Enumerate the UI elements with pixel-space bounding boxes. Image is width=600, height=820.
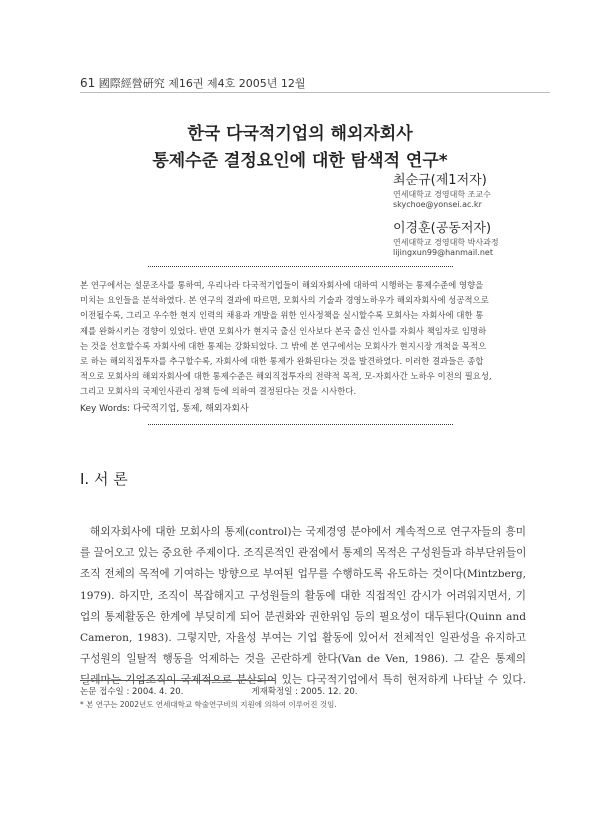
author-name: 이경훈(공동저자) bbox=[393, 221, 492, 236]
footnote-rule bbox=[80, 680, 275, 681]
journal-issue: 제16권 제4호 2005년 12월 bbox=[168, 77, 306, 90]
abstract-line: 이전될수록, 그리고 우수한 현지 인력의 채용과 개발을 위한 인사정책을 실시할수록 모회사는 자회사에 대한 통 bbox=[80, 310, 484, 321]
author-block-2 bbox=[393, 220, 499, 259]
abstract-line: 적으로 모회사의 해외자회사에 대한 통제수준은 해외직접투자의 전략적 목적, 모-자회사간 노하우 이전의 필요성, bbox=[80, 371, 492, 382]
abstract-line: 는 것을 선호할수록 자회사에 대한 통제는 강화되었다. 그 밖에 본 연구에서는 모회사가 현지시장 개척을 목적으 bbox=[80, 340, 487, 351]
abstract-bottom-divider bbox=[148, 424, 453, 425]
footnote-funding: * 본 연구는 2002년도 연세대학교 학술연구비의 지원에 의하여 이루어진 것임. bbox=[80, 700, 337, 709]
abstract-line: 본 연구에서는 설문조사를 통하여, 우리나라 다국적기업들이 해외자회사에 대하여 시행하는 통제수준에 영향을 bbox=[80, 280, 484, 290]
abstract-line: 미치는 요인들을 분석하였다. 본 연구의 결과에 따르면, 모회사의 기술과 경영노하우가 해외자회사에 성공적으로 bbox=[80, 295, 489, 306]
journal-name: 國際經營硏究 bbox=[98, 77, 165, 90]
body-line: 딜레마는 기업조직이 국제적으로 분산되어 있는 다국적기업에서 특히 현저하게 나타날 수 있다. bbox=[80, 674, 526, 687]
received-date: 논문 접수일 : 2004. 4. 20. bbox=[80, 687, 184, 697]
author-block-1 bbox=[393, 172, 491, 211]
paper-title-line-2: 통제수준 결정요인에 대한 탐색적 연구* bbox=[152, 151, 448, 171]
running-header bbox=[80, 75, 306, 91]
keywords-label: Key Words: bbox=[80, 404, 131, 414]
accepted-date: 게재확정일 : 2005. 12. 20. bbox=[251, 687, 358, 697]
author-email: lijingxun99@hanmail.net bbox=[393, 248, 493, 258]
body-line: 조직 전체의 목적에 기여하는 방향으로 부여된 업무를 수행하도록 유도하는 것이다(Mintzberg, bbox=[80, 568, 526, 581]
author-email: skychoe@yonsei.ac.kr bbox=[393, 200, 482, 210]
abstract-line: 제를 완화시키는 경향이 있었다. 반면 모회사가 현지국 출신 인사보다 본국 출신 인사를 자회사 책임자로 임명하 bbox=[80, 325, 487, 336]
footnote-dates bbox=[80, 685, 358, 697]
body-line: 구성원의 일탈적 행동을 억제하는 것을 곤란하게 한다(Van de Ven, 1986). 그 같은 통제의 bbox=[80, 653, 526, 666]
header-rule bbox=[80, 92, 550, 93]
body-line: 해외자회사에 대한 모회사의 통제(control)는 국제경영 분야에서 계속적으로 연구자들의 흥미 bbox=[90, 526, 526, 538]
keywords-text: 다국적기업, 통제, 해외자회사 bbox=[132, 404, 249, 414]
page-number: 61 bbox=[80, 76, 96, 90]
abstract-line: 로 하는 해외직접투자를 추구할수록, 자회사에 대한 통제가 완화된다는 것을 발견하였다. 이러한 결과들은 종합 bbox=[80, 356, 484, 367]
abstract-top-divider bbox=[148, 266, 453, 267]
section-heading: Ⅰ. 서 론 bbox=[80, 470, 128, 488]
paper-title-line-1: 한국 다국적기업의 해외자회사 bbox=[187, 124, 413, 144]
abstract-line: 그리고 모회사의 국제인사관리 정책 등에 의하여 결정된다는 것을 시사한다. bbox=[80, 386, 357, 397]
body-line: Cameron, 1983). 그렇지만, 자율성 부여는 기업 활동에 있어서 전체적인 일관성을 유지하고 bbox=[80, 632, 526, 645]
body-line: 를 끌어오고 있는 중요한 주제이다. 조직론적인 관점에서 통제의 목적은 구성원들과 하부단위들이 bbox=[80, 547, 526, 560]
author-affiliation: 연세대학교 경영대학 조교수 bbox=[393, 189, 491, 199]
keywords bbox=[80, 401, 249, 414]
abstract bbox=[80, 278, 526, 400]
author-name: 최순규(제1저자) bbox=[393, 173, 487, 188]
author-affiliation: 연세대학교 경영대학 박사과정 bbox=[393, 237, 499, 247]
body-text bbox=[80, 522, 526, 692]
body-line: 업의 통제활동은 한계에 부딪히게 되어 분권화와 권한위임 등의 필요성이 대두된다(Quinn and bbox=[80, 610, 526, 623]
body-line: 1979). 하지만, 조직이 복잡해지고 구성원들의 활동에 대한 직접적인 감시가 어려워지면서, 기 bbox=[80, 589, 526, 602]
